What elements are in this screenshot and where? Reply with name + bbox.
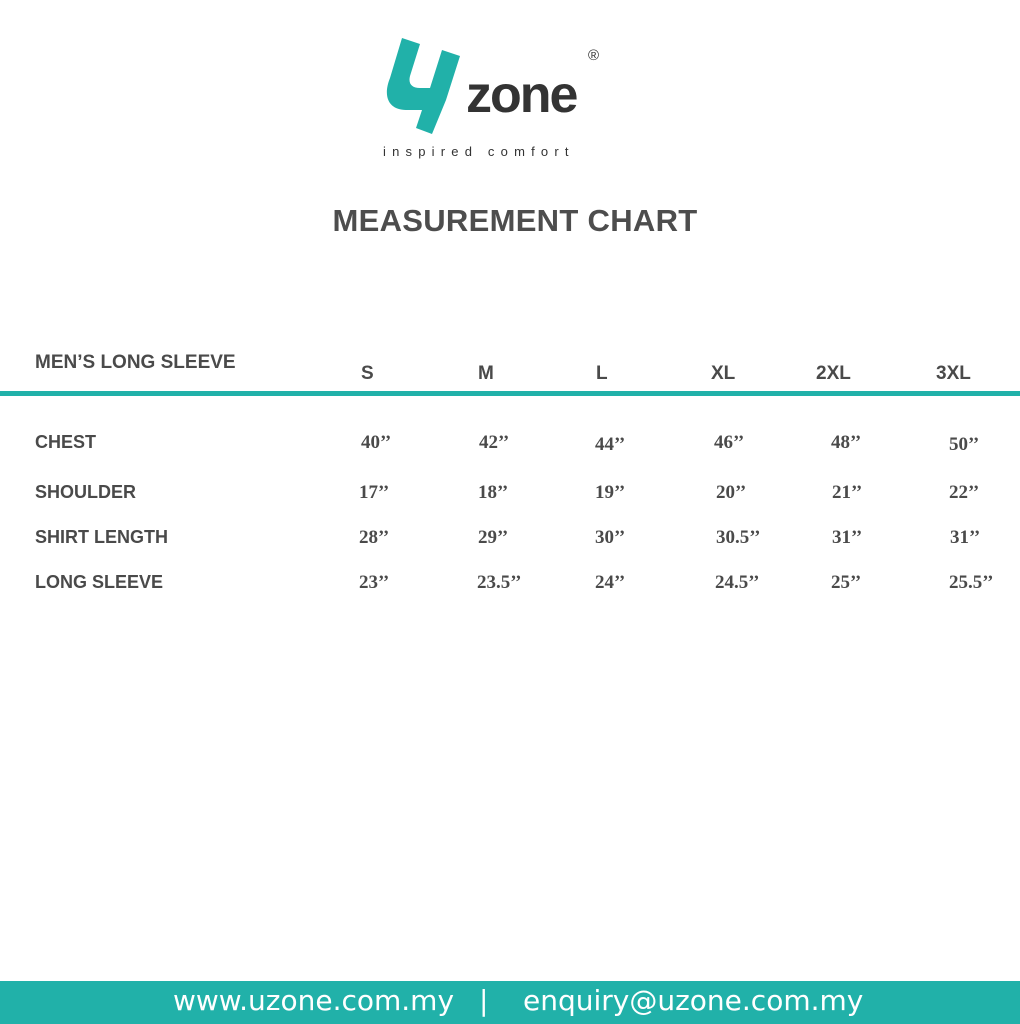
table-cell: 31’’ (832, 527, 863, 548)
table-cell: 17’’ (359, 482, 390, 503)
table-cell: 44’’ (595, 434, 626, 455)
row-label-shoulder: SHOULDER (35, 482, 137, 502)
uzone-logo-mark (380, 38, 620, 138)
logo-tagline: inspired comfort (383, 144, 575, 159)
table-cell: 31’’ (950, 527, 981, 548)
row-label-shirt-length: SHIRT LENGTH (35, 527, 168, 547)
size-header-xl: XL (711, 363, 736, 384)
brand-logo (380, 38, 620, 163)
footer-separator: | (479, 984, 489, 1017)
table-cell: 30.5’’ (716, 527, 761, 548)
table-cell: 46’’ (714, 432, 745, 453)
table-cell: 20’’ (716, 482, 747, 503)
table-cell: 28’’ (359, 527, 390, 548)
table-cell: 25’’ (831, 572, 862, 593)
table-cell: 23.5’’ (477, 572, 522, 593)
table-cell: 21’’ (832, 482, 863, 503)
table-cell: 48’’ (831, 432, 862, 453)
table-cell: 25.5’’ (949, 572, 994, 593)
table-cell: 23’’ (359, 572, 390, 593)
table-cell: 24’’ (595, 572, 626, 593)
table-cell: 22’’ (949, 482, 980, 503)
page-title: MEASUREMENT CHART (332, 203, 698, 238)
logo-wordmark: zone (466, 66, 577, 124)
website-link[interactable]: www.uzone.com.my (173, 984, 455, 1017)
table-cell: 29’’ (478, 527, 509, 548)
logo-u-shape (387, 38, 460, 134)
table-cell: 19’’ (595, 482, 626, 503)
size-header-2xl: 2XL (816, 363, 851, 384)
table-cell: 30’’ (595, 527, 626, 548)
registered-mark: ® (588, 47, 600, 64)
table-cell: 42’’ (479, 432, 510, 453)
size-header-s: S (361, 363, 374, 384)
table-title: MEN’S LONG SLEEVE (35, 352, 236, 373)
size-header-3xl: 3XL (936, 363, 971, 384)
footer-bar (0, 981, 1020, 1024)
row-label-long-sleeve: LONG SLEEVE (35, 572, 164, 592)
table-cell: 40’’ (361, 432, 392, 453)
email-link[interactable]: enquiry@uzone.com.my (523, 984, 864, 1017)
row-label-chest: CHEST (35, 432, 97, 452)
header-divider (0, 391, 1020, 396)
table-cell: 24.5’’ (715, 572, 760, 593)
size-header-m: M (478, 363, 494, 384)
table-cell: 50’’ (949, 434, 980, 455)
size-header-l: L (596, 363, 608, 384)
table-cell: 18’’ (478, 482, 509, 503)
